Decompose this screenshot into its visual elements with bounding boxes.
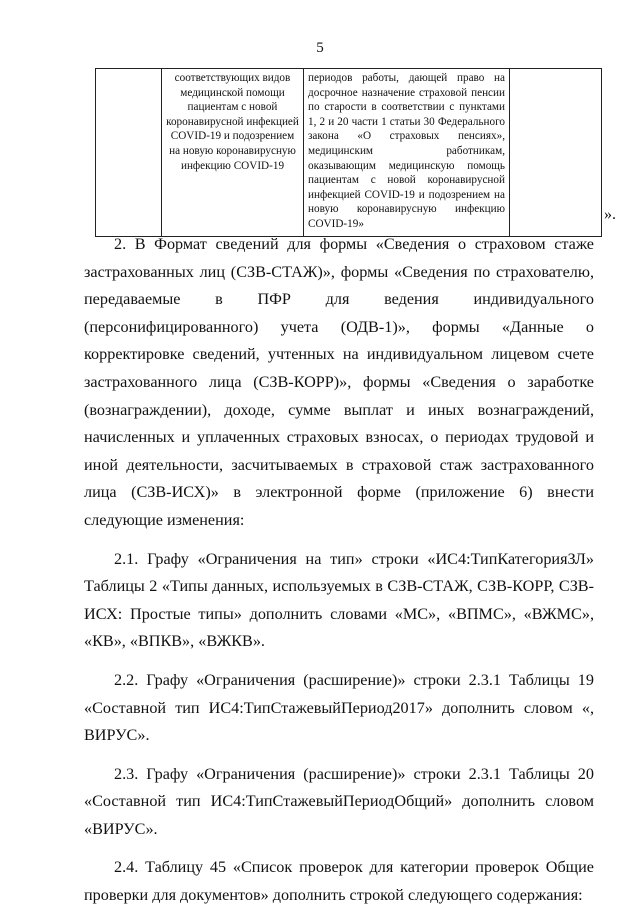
continuation-table xyxy=(95,68,602,237)
paragraph-2-2: 2.2. Графу «Ограничения (расширение)» строки 2.3.1 Таблицы 19 «Составной тип ИС4:ТипСтажевыйПериод2017» дополнить словом «, ВИРУС». xyxy=(84,670,594,745)
table-cell-empty-1 xyxy=(96,69,162,237)
paragraph-2-3: 2.3. Графу «Ограничения (расширение)» строки 2.3.1 Таблицы 20 «Составной тип ИС4:ТипСтажевыйПериодОбщий» дополнить словом «ВИРУС». xyxy=(84,764,594,838)
paragraph-2: 2. В Формат сведений для формы «Сведения о страховом стаже застрахованных лиц (СЗВ-СТАЖ)», формы «Сведения по страхователю, передаваемые в ПФР для ведения индивидуального (персонифицированного) учета (ОДВ-1)», формы «Данные о корректировке сведений, учтенных на индивидуальном лицевом счете застрахованного лица (СЗВ-КОРР)», формы «Сведения о заработке (вознаграждении), доходе, сумме выплат и иных вознаграждений, начисленных и уплаченных страховых взносах, о периодах трудовой и иной деятельности, засчитываемых в страховой стаж застрахованного лица (СЗВ-ИСХ)» в электронной форме (приложение 6) внести следующие изменения: xyxy=(84,235,594,529)
paragraph-2-1: 2.1. Графу «Ограничения на тип» строки «ИС4:ТипКатегорияЗЛ» Таблицы 2 «Типы данных, используемых в СЗВ-СТАЖ, СЗВ-КОРР, СЗВ-ИСХ: Простые типы» дополнить словами «МС», «ВПМС», «ВЖМС», «КВ», «ВПКВ», «ВЖКВ». xyxy=(84,549,594,651)
table-cell-work-periods: периодов работы, дающей право на досрочное назначение страховой пенсии по старости в соответствии с пунктами 1, 2 и 20 части 1 статьи 30 Федерального закона «О страховых пенсиях», медицинским работникам, оказывающим медицинскую помощь пациентам с новой коронавирусной инфекцией COVID-19 и подозрением на новую коронавирусную инфекцию COVID-19» xyxy=(304,69,510,237)
table-cell-care-types: соответствующих видов медицинской помощи пациентам с новой коронавирусной инфекцией COVID-19 и подозрением на новую коронавирусную инфекцию COVID-19 xyxy=(162,69,304,237)
table-cell-empty-4 xyxy=(510,69,602,237)
paragraph-2-4: 2.4. Таблицу 45 «Список проверок для категории проверок Общие проверки для документов» дополнить строкой следующего содержания: xyxy=(84,858,594,905)
document-body xyxy=(84,231,594,910)
closing-quote-mark: ». xyxy=(604,206,616,223)
page-number: 5 xyxy=(316,40,324,56)
table-row xyxy=(96,69,602,237)
